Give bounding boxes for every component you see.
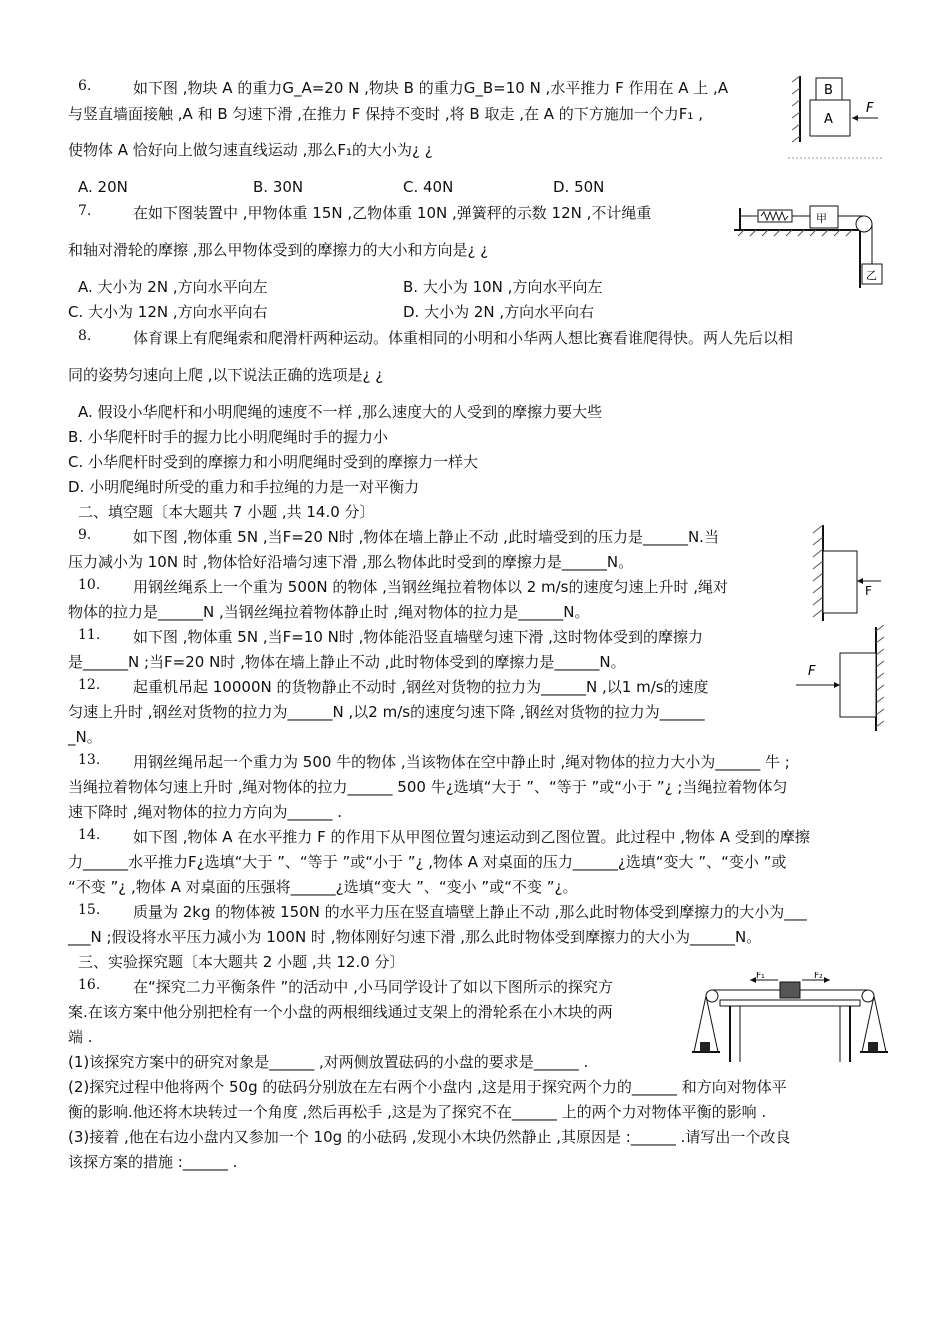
q7-line-2: 和轴对滑轮的摩擦 ,那么甲物体受到的摩擦力的大小和方向是¿ ¿ xyxy=(68,241,489,259)
q6-number: 6. xyxy=(78,78,92,94)
q14-line-2: 力______水平推力F¿选填“大于 ”、“等于 ”或“小于 ”¿ ,物体 A 对桌面的压力______¿选填“变大 ”、“变小 ”或 xyxy=(68,853,787,871)
q15-line-1: 质量为 2kg 的物体被 150N 的水平力压在竖直墙壁上静止不动 ,那么此时物体受到摩擦力的大小为___ xyxy=(133,903,807,921)
q6-figure-label-f: F xyxy=(866,101,874,116)
q7-figure xyxy=(730,200,890,290)
q9-figure xyxy=(805,523,885,623)
q16-line-1: 在“探究二力平衡条件 ”的活动中 ,小马同学设计了如以下图所示的探究方 xyxy=(133,978,613,996)
q11-figure xyxy=(792,625,884,733)
q10-line-2: 物体的拉力是______N ,当钢丝绳拉着物体静止时 ,绳对物体的拉力是______N。 xyxy=(68,603,590,621)
q7-option-b: B. 大小为 10N ,方向水平向左 xyxy=(403,278,603,296)
q16-figure xyxy=(690,972,890,1064)
q16-figure-label-f2: F₂ xyxy=(814,972,823,981)
q12-line-1: 起重机吊起 10000N 的货物静止不动时 ,钢丝对货物的拉力为______N ,以1 m/s的速度 xyxy=(133,678,709,696)
q6-option-a: A. 20N xyxy=(78,178,128,196)
q16-figure-label-f1: F₁ xyxy=(756,972,765,981)
q15-line-2: ___N ;假设将水平压力减小为 100N 时 ,物体刚好匀速下滑 ,那么此时物体受到摩擦力的大小为______N。 xyxy=(68,928,762,946)
q16-sub-2a: (2)探究过程中他将两个 50g 的砝码分别放在左右两个小盘内 ,这是用于探究两个力的______ 和方向对物体平 xyxy=(68,1078,787,1096)
q16-number: 16. xyxy=(78,977,101,993)
q8-line-2: 同的姿势匀速向上爬 ,以下说法正确的选项是¿ ¿ xyxy=(68,366,384,384)
q15-number: 15. xyxy=(78,902,101,918)
q16-sub-3b: 该探方案的措施 :______ . xyxy=(68,1153,238,1171)
q9-line-1: 如下图 ,物体重 5N ,当F=20 N时 ,物体在墙上静止不动 ,此时墙受到的压力是______N.当 xyxy=(133,528,719,546)
q12-number: 12. xyxy=(78,677,101,693)
q8-option-d: D. 小明爬绳时所受的重力和手拉绳的力是一对平衡力 xyxy=(68,478,420,496)
q12-line-3: _N。 xyxy=(68,728,102,746)
q16-sub-2b: 衡的影响.他还将木块转过一个角度 ,然后再松手 ,这是为了探究不在______ 上的两个力对物体平衡的影响 . xyxy=(68,1103,767,1121)
q6-figure-label-a: A xyxy=(824,112,833,127)
q7-figure-label-jia: 甲 xyxy=(816,212,827,225)
q10-number: 10. xyxy=(78,577,101,593)
q13-line-1: 用钢丝绳吊起一个重力为 500 牛的物体 ,当该物体在空中静止时 ,绳对物体的拉力大小为______ 牛 ; xyxy=(133,753,790,771)
q16-line-2: 案.在该方案中他分别把栓有一个小盘的两根细线通过支架上的滑轮系在小木块的两 xyxy=(68,1003,613,1021)
q6-figure xyxy=(788,72,884,162)
q6-line-3: 使物体 A 恰好向上做匀速直线运动 ,那么F₁的大小为¿ ¿ xyxy=(68,141,433,159)
q11-line-1: 如下图 ,物体重 5N ,当F=10 N时 ,物体能沿竖直墙壁匀速下滑 ,这时物体受到的摩擦力 xyxy=(133,628,703,646)
q11-line-2: 是______N ;当F=20 N时 ,物体在墙上静止不动 ,此时物体受到的摩擦力是______N。 xyxy=(68,653,626,671)
q7-option-c: C. 大小为 12N ,方向水平向右 xyxy=(68,303,268,321)
q10-line-1: 用钢丝绳系上一个重为 500N 的物体 ,当钢丝绳拉着物体以 2 m/s的速度匀速上升时 ,绳对 xyxy=(133,578,729,596)
q13-number: 13. xyxy=(78,752,101,768)
q16-line-3: 端 . xyxy=(68,1028,93,1046)
q6-line-1: 如下图 ,物块 A 的重力G_A=20 N ,物块 B 的重力G_B=10 N ,水平推力 F 作用在 A 上 ,A xyxy=(133,79,729,97)
q7-number: 7. xyxy=(78,203,92,219)
q8-option-a: A. 假设小华爬杆和小明爬绳的速度不一样 ,那么速度大的人受到的摩擦力要大些 xyxy=(78,403,603,421)
q8-option-c: C. 小华爬杆时受到的摩擦力和小明爬绳时受到的摩擦力一样大 xyxy=(68,453,479,471)
q14-line-3: “不变 ”¿ ,物体 A 对桌面的压强将______¿选填“变大 ”、“变小 ”或“不变 ”¿。 xyxy=(68,878,578,896)
q9-figure-label-f: F xyxy=(865,584,872,598)
q13-line-3: 速下降时 ,绳对物体的拉力方向为______ . xyxy=(68,803,343,821)
q7-option-d: D. 大小为 2N ,方向水平向右 xyxy=(403,303,595,321)
q11-number: 11. xyxy=(78,627,101,643)
section-3-heading: 三、实验探究题〔本大题共 2 小题 ,共 12.0 分〕 xyxy=(78,953,405,971)
q8-line-1: 体育课上有爬绳索和爬滑杆两种运动。体重相同的小明和小华两人想比赛看谁爬得快。两人先后以相 xyxy=(133,329,794,347)
q11-figure-label-f: F xyxy=(808,664,816,679)
q9-line-2: 压力减小为 10N 时 ,物体恰好沿墙匀速下滑 ,那么物体此时受到的摩擦力是______N。 xyxy=(68,553,634,571)
q16-sub-1: (1)该探究方案中的研究对象是______ ,对两侧放置砝码的小盘的要求是______ . xyxy=(68,1053,589,1071)
q14-number: 14. xyxy=(78,827,101,843)
q6-option-d: D. 50N xyxy=(553,178,605,196)
q8-number: 8. xyxy=(78,328,92,344)
q7-figure-label-yi: 乙 xyxy=(866,269,877,282)
q6-option-b: B. 30N xyxy=(253,178,304,196)
q12-line-2: 匀速上升时 ,钢丝对货物的拉力为______N ,以2 m/s的速度匀速下降 ,钢丝对货物的拉力为______ xyxy=(68,703,705,721)
q16-sub-3a: (3)接着 ,他在右边小盘内又参加一个 10g 的小砝码 ,发现小木块仍然静止 ,其原因是 :______ .请写出一个改良 xyxy=(68,1128,791,1146)
q9-number: 9. xyxy=(78,527,92,543)
q7-line-1: 在如下图装置中 ,甲物体重 15N ,乙物体重 10N ,弹簧秤的示数 12N ,不计绳重 xyxy=(133,204,652,222)
q14-line-1: 如下图 ,物体 A 在水平推力 F 的作用下从甲图位置匀速运动到乙图位置。此过程中 ,物体 A 受到的摩擦 xyxy=(133,828,810,846)
section-2-heading: 二、填空题〔本大题共 7 小题 ,共 14.0 分〕 xyxy=(78,503,375,521)
q6-option-c: C. 40N xyxy=(403,178,454,196)
q13-line-2: 当绳拉着物体匀速上升时 ,绳对物体的拉力______ 500 牛¿选填“大于 ”、“等于 ”或“小于 ”¿ ;当绳拉着物体匀 xyxy=(68,778,788,796)
q7-option-a: A. 大小为 2N ,方向水平向左 xyxy=(78,278,268,296)
q6-line-2: 与竖直墙面接触 ,A 和 B 匀速下滑 ,在推力 F 保持不变时 ,将 B 取走 ,在 A 的下方施加一个力F₁ , xyxy=(68,105,703,123)
q8-option-b: B. 小华爬杆时手的握力比小明爬绳时手的握力小 xyxy=(68,428,388,446)
q6-figure-label-b: B xyxy=(824,83,833,98)
